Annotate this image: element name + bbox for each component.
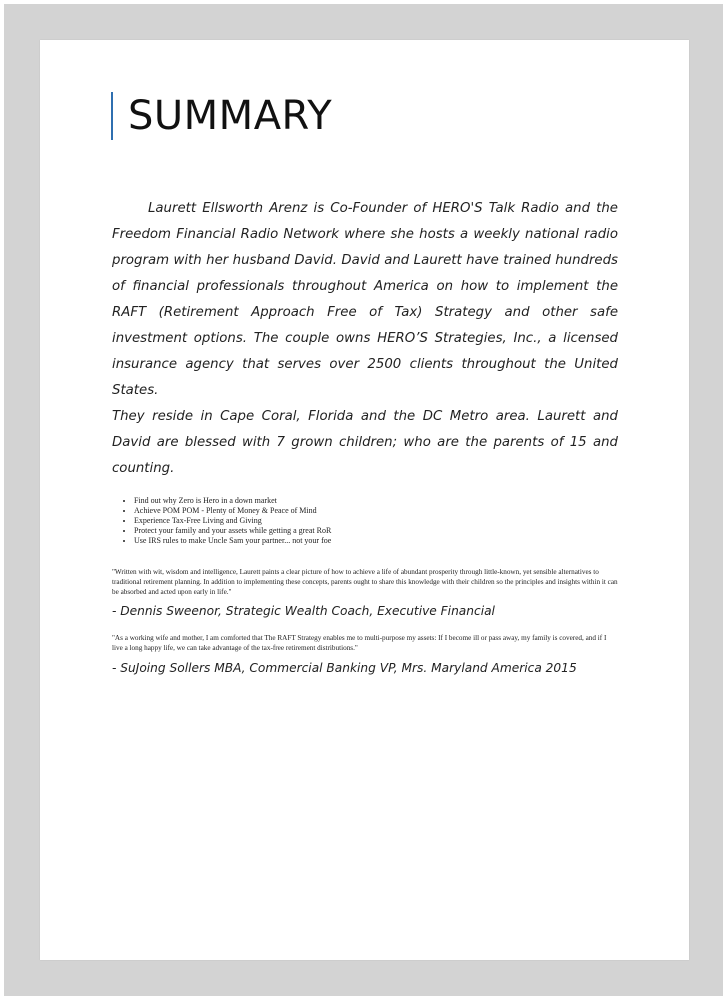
benefits-list xyxy=(122,496,331,546)
list-item: • Protect your family and your assets while getting a great RoR xyxy=(134,526,331,536)
testimonial-quote-2: "As a working wife and mother, I am comforted that The RAFT Strategy enables me to multi-purpose my assets: If I become ill or pass away, my family is covered, and if I live a long happy life, we can take advantage of the tax-free retirement distributions." xyxy=(112,634,607,652)
title-accent-bar xyxy=(111,92,113,140)
testimonial-quote-1: "Written with wit, wisdom and intelligence, Laurett paints a clear picture of how to achieve a life of abundant prosperity through little-known, yet sensible alternatives to traditional retirement planning. In addition to implementing these concepts, parents ought to share this knowledge with their children so the principles and insights within it can be absorbed and acted upon early in life." xyxy=(112,568,618,596)
list-item: • Experience Tax-Free Living and Giving xyxy=(134,516,331,526)
list-item: • Find out why Zero is Hero in a down market xyxy=(134,496,331,506)
list-item: • Achieve POM POM - Plenty of Money & Peace of Mind xyxy=(134,506,331,516)
summary-paragraph-1: Laurett Ellsworth Arenz is Co-Founder of HERO'S Talk Radio and the Freedom Financial Radio Network where she hosts a weekly national radio program with her husband David. David and Laurett have trained hundreds of financial professionals throughout America on how to implement the RAFT (Retirement Approach Free of Tax) Strategy and other safe investment options. The couple owns HERO’S Strategies, Inc., a licensed insurance agency that serves over 2500 clients throughout the United States. xyxy=(112,201,618,398)
page-title: SUMMARY xyxy=(128,93,333,139)
summary-paragraph-2: They reside in Cape Coral, Florida and the DC Metro area. Laurett and David are blessed with 7 grown children; who are the parents of 15 and counting. xyxy=(112,409,618,476)
list-item: • Use IRS rules to make Uncle Sam your partner... not your foe xyxy=(134,536,331,546)
testimonial-attribution-1: - Dennis Sweenor, Strategic Wealth Coach, Executive Financial xyxy=(112,604,495,618)
document-page xyxy=(40,40,689,960)
testimonial-attribution-2: - SuJoing Sollers MBA, Commercial Banking VP, Mrs. Maryland America 2015 xyxy=(112,661,577,675)
